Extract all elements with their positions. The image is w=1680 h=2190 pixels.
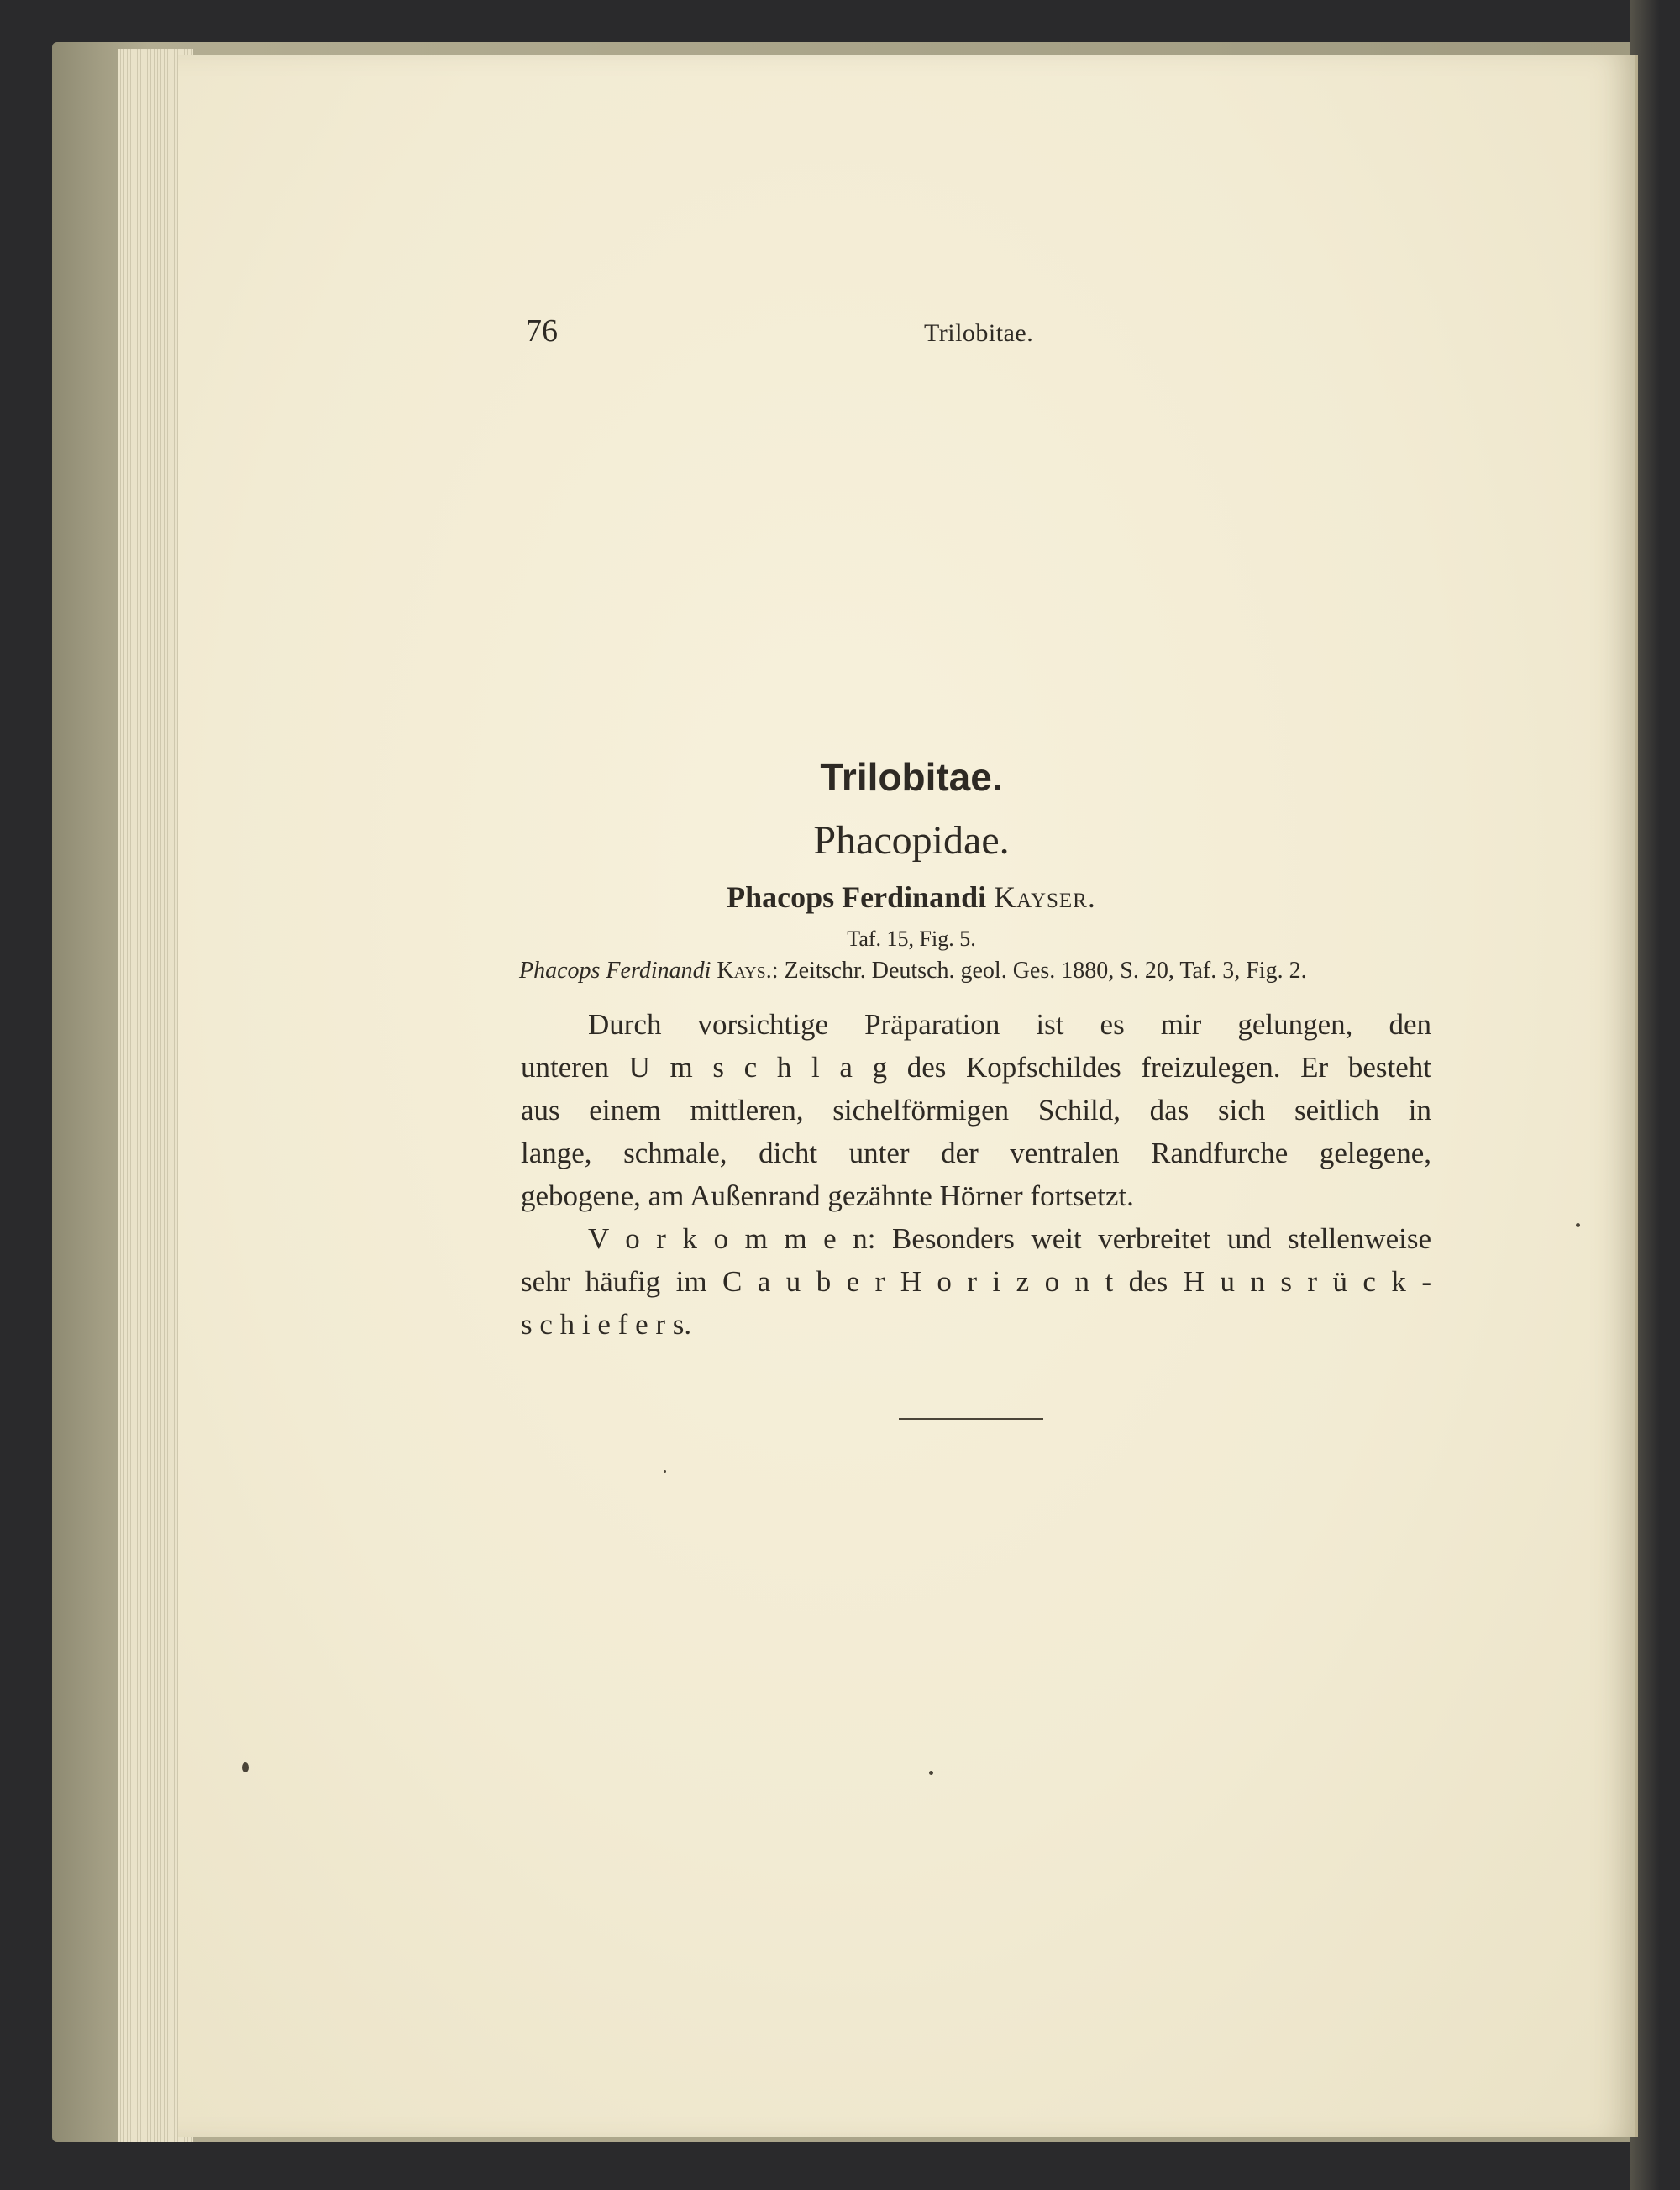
paper-speck	[929, 1771, 933, 1775]
occurrence-line: sehr häufig im C a u b e r H o r i z o n t des H u n s r ü c k -	[521, 1265, 1431, 1298]
occurrence-line: V o r k o m m e n: Besonders weit verbreitet und stellenweise	[588, 1222, 1431, 1255]
synonymy-reference: Zeitschr. Deutsch. geol. Ges. 1880, S. 20, Taf. 3, Fig. 2.	[784, 958, 1307, 984]
synonymy-entry	[519, 958, 1307, 985]
description-line: gebogene, am Außenrand gezähnte Hörner fortsetzt.	[521, 1179, 1134, 1212]
class-heading: Trilobitae.	[820, 755, 1003, 799]
synonymy-author: Kays.:	[717, 958, 779, 984]
running-head: Trilobitae.	[924, 319, 1034, 347]
species-heading	[0, 880, 1680, 915]
species-author: Kayser.	[994, 880, 1096, 914]
family-heading: Phacopidae.	[813, 818, 1010, 863]
description-line: Durch vorsichtige Präparation ist es mir gelungen, den	[588, 1008, 1431, 1041]
paper-speck	[664, 1470, 666, 1473]
paper-speck	[1576, 1223, 1580, 1227]
section-end-rule	[899, 1418, 1043, 1420]
description-line: aus einem mittleren, sichelförmigen Schild, das sich seitlich in	[521, 1094, 1431, 1127]
description-line: unteren U m s c h l a g des Kopfschildes freizulegen. Er besteht	[521, 1051, 1431, 1084]
occurrence-line: s c h i e f e r s.	[521, 1308, 692, 1341]
page-number: 76	[526, 313, 558, 349]
paper-speck	[242, 1762, 249, 1772]
synonymy-name: Phacops Ferdinandi	[519, 958, 711, 984]
description-line: lange, schmale, dicht unter der ventralen Randfurche gelegene,	[521, 1137, 1431, 1169]
plate-reference: Taf. 15, Fig. 5.	[847, 927, 976, 951]
species-name: Phacops Ferdinandi	[727, 880, 987, 914]
